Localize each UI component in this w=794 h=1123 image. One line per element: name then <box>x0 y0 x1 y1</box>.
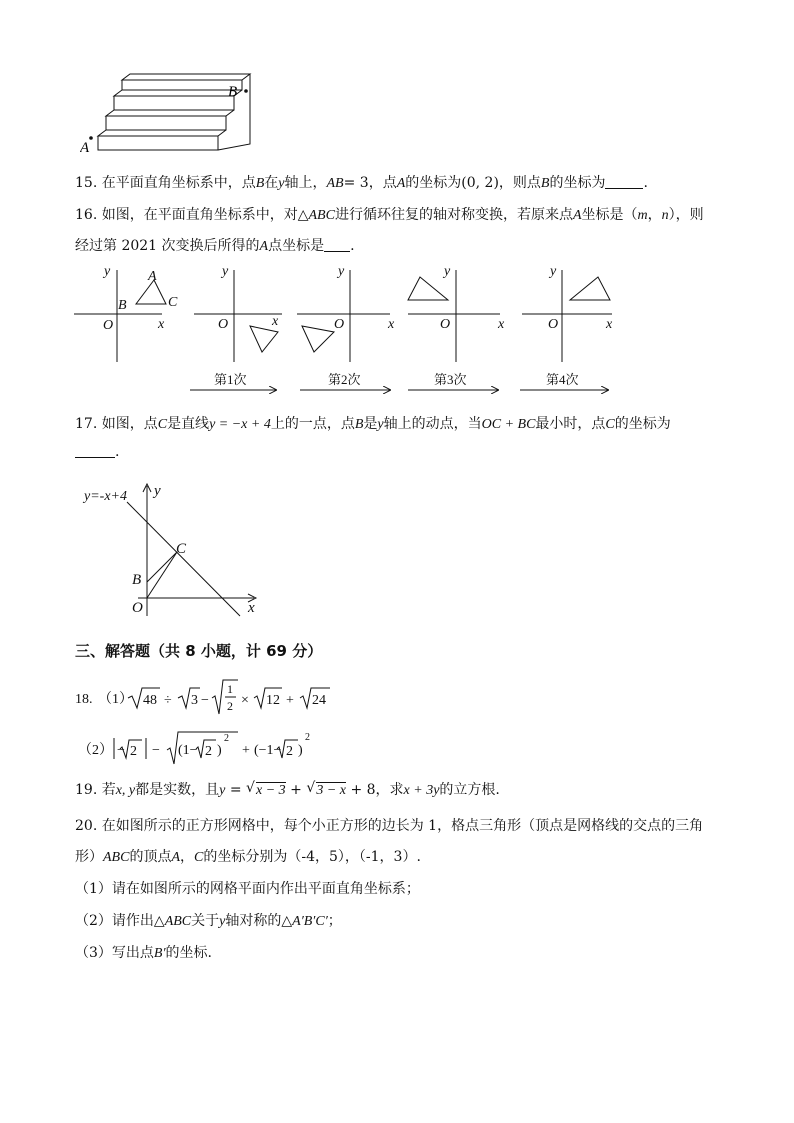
q16-number: 16. <box>75 207 98 223</box>
sqrt-3-minus-x: √ 3 − x <box>306 780 346 798</box>
svg-text:x: x <box>498 317 505 332</box>
q16-figure <box>72 262 622 397</box>
svg-text:): ) <box>217 743 222 758</box>
staircase-figure <box>80 62 255 158</box>
label-A: A <box>148 269 157 284</box>
svg-text:y: y <box>154 483 161 499</box>
svg-text:y: y <box>444 264 451 279</box>
svg-text:y: y <box>104 264 111 279</box>
segment-oc <box>147 552 177 598</box>
panel-3 <box>408 270 500 362</box>
panel-4 <box>522 270 612 362</box>
q18-part2 <box>72 728 332 768</box>
step-label-4: 第4次 <box>546 372 579 387</box>
line-label: y=-x+4 <box>84 489 127 504</box>
svg-text:2: 2 <box>130 744 137 759</box>
svg-text:−: − <box>152 743 160 758</box>
line-y-neg-x-plus-4 <box>127 502 240 616</box>
panel-1 <box>194 270 282 362</box>
stair-riser-2 <box>114 96 234 110</box>
stair-label-b: B <box>228 84 238 100</box>
question-20-part1: （1）请在如图所示的网格平面内作出平面直角坐标系； <box>75 881 420 897</box>
q15-number: 15. <box>75 175 98 191</box>
svg-text:x: x <box>388 317 395 332</box>
svg-text:O: O <box>218 317 229 332</box>
label-B: B <box>118 298 127 313</box>
svg-text:): ) <box>298 743 303 758</box>
question-15: 15. 在平面直角坐标系中，点B在y轴上，AB= 3，点A的坐标为(0, 2)，则点B的坐标为 . <box>75 175 648 191</box>
stair-riser-4 <box>98 136 218 150</box>
panel-2 <box>297 270 390 362</box>
svg-text:(1−: (1− <box>178 743 198 758</box>
q17-number: 17. <box>75 416 98 432</box>
q17-figure <box>82 478 272 620</box>
svg-text:−: − <box>117 743 125 758</box>
question-17-line1: 17. 如图，点C是直线y = −x + 4上的一点，点B是y轴上的动点，当OC + BC最小时，点C的坐标为 <box>75 416 671 432</box>
svg-text:O: O <box>103 318 114 333</box>
svg-text:x: x <box>272 314 279 329</box>
svg-text:18.: 18. <box>75 692 93 707</box>
svg-text:2: 2 <box>305 732 310 743</box>
segment-bc <box>147 552 177 582</box>
svg-text:−: − <box>201 693 209 708</box>
answer-blank-17[interactable] <box>75 443 115 458</box>
svg-text:y: y <box>338 264 345 279</box>
q19-number: 19. <box>75 782 98 798</box>
question-16-line1: 16. 如图，在平面直角坐标系中，对△ABC进行循环往复的轴对称变换，若原来点A坐标是（m，n），则 <box>75 207 704 223</box>
section-3-heading: 三、解答题（共 8 小题，计 69 分） <box>75 642 323 660</box>
svg-text:3: 3 <box>191 693 198 708</box>
svg-text:12: 12 <box>266 693 280 708</box>
q20-number: 20. <box>75 818 98 834</box>
question-17-line2: . <box>75 443 119 460</box>
label-C: C <box>176 541 187 557</box>
svg-text:O: O <box>334 317 345 332</box>
question-16-line2: 经过第 2021 次变换后所得的A点坐标是 . <box>75 238 355 254</box>
point-b <box>244 89 248 93</box>
step-label-1: 第1次 <box>214 372 247 387</box>
step-label-3: 第3次 <box>434 372 467 387</box>
label-C: C <box>168 295 178 310</box>
svg-text:2: 2 <box>286 744 293 759</box>
svg-text:O: O <box>440 317 451 332</box>
svg-text:（2）: （2） <box>78 743 113 758</box>
stair-top-step <box>122 74 250 80</box>
svg-text:（1）: （1） <box>98 692 133 707</box>
label-B: B <box>132 572 142 588</box>
svg-text:2: 2 <box>224 733 229 744</box>
svg-text:x: x <box>158 317 165 332</box>
answer-blank-15[interactable] <box>605 174 643 189</box>
svg-text:24: 24 <box>312 693 326 708</box>
question-20-part2: （2）请作出△ABC关于y轴对称的△A′B′C′； <box>75 913 342 929</box>
question-20-line2: 形）ABC的顶点A，C的坐标分别为（-4，5），（-1，3）. <box>75 849 421 865</box>
label-O: O <box>132 600 143 616</box>
svg-text:(−1−: (−1− <box>254 743 282 758</box>
svg-text:1: 1 <box>227 682 233 696</box>
svg-text:x: x <box>606 317 613 332</box>
svg-text:48: 48 <box>143 693 157 708</box>
stair-label-a: A <box>80 140 90 156</box>
sqrt-x-minus-3: √ x − 3 <box>246 780 286 798</box>
q18-part1 <box>72 676 342 720</box>
svg-text:+: + <box>286 693 294 708</box>
answer-blank-16[interactable] <box>324 237 350 252</box>
question-20-part3: （3）写出点B′的坐标. <box>75 945 212 961</box>
svg-text:×: × <box>241 693 249 708</box>
svg-text:÷: ÷ <box>164 693 172 708</box>
svg-text:y: y <box>550 264 557 279</box>
svg-text:2: 2 <box>227 699 233 713</box>
point-a <box>89 136 93 140</box>
stair-riser-1 <box>122 80 242 90</box>
svg-text:y: y <box>222 264 229 279</box>
step-label-2: 第2次 <box>328 372 361 387</box>
svg-text:O: O <box>548 317 559 332</box>
question-20-line1: 20. 在如图所示的正方形网格中，每个小正方形的边长为 1，格点三角形（顶点是网格线的交点的三角 <box>75 818 704 834</box>
svg-text:x: x <box>248 600 255 616</box>
question-19: 19. 若x, y都是实数，且y = √ x − 3 + √ 3 − x + 8，求x + 3y的立方根. <box>75 780 500 798</box>
stair-riser-3 <box>106 116 226 130</box>
svg-text:+: + <box>242 743 250 758</box>
svg-text:2: 2 <box>205 744 212 759</box>
